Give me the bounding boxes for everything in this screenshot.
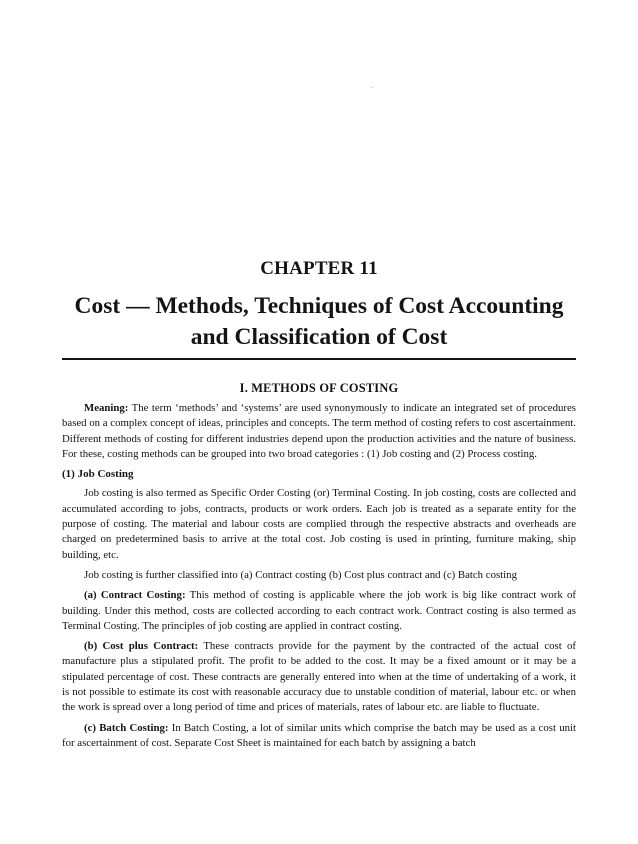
paragraph-contract-costing: [62, 588, 576, 634]
batch-costing-text: In Batch Costing, a lot of similar units which comprise the batch may be used as a cost unit for ascertainment of cost. Separate Cost Sheet is maintained for each batch by assigning a batch: [62, 721, 576, 749]
chapter-title: [0, 291, 638, 353]
contract-costing-lead: (a) Contract Costing:: [84, 589, 186, 602]
job-costing-heading: (1) Job Costing: [62, 468, 134, 481]
contract-costing-text: This method of costing is applicable where the job work is big like contract work of building. Under this method, costs are collected according to each contract work. Contract costing is also termed as Terminal Costing. The principles of job costing are applied in contract costing.: [62, 589, 577, 632]
chapter-title-line-1: Cost — Methods, Techniques of Cost Accounting: [74, 293, 564, 319]
chapter-label: CHAPTER 11: [260, 258, 378, 279]
cost-plus-contract-lead: (b) Cost plus Contract:: [84, 640, 199, 653]
paragraph-meaning: [62, 401, 576, 462]
scan-speck: [372, 87, 373, 88]
cost-plus-contract-text: These contracts provide for the payment by the contracted of the actual cost of manufacture plus a stipulated profit. The profit to be added to the cost. It may be a fixed amount or it may be a stipulated percentage of cost. These contracts are generally entered into when at the time of undertaking of a work, it is not possible to estimate its cost with reasonable accuracy due to unstable condition of material, labour etc. or when the work is spread over a long period of time and prices of materials, rates of labour etc. are liable to fluctuate.: [62, 640, 577, 714]
meaning-text: The term ‘methods’ and ‘systems’ are used synonymously to indicate an integrated set of procedures based on a complex concept of ideas, principles and concepts. The term method of costing refers to cost ascertainment. Different methods of costing for different industries depend upon the production activities and the nature of business. For these, costing methods can be grouped into two broad categories : (1) Job costing and (2) Process costing.: [62, 402, 576, 460]
chapter-title-line-2: and Classification of Cost: [190, 324, 448, 350]
paragraph-job-classification: Job costing is further classified into (a) Contract costing (b) Cost plus contract and (c) Batch costing: [84, 568, 517, 581]
paragraph-job-costing: Job costing is also termed as Specific Order Costing (or) Terminal Costing. In job costing, costs are collected and accumulated according to jobs, contracts, products or work orders. Each job is treated as a separate entity for the purpose of costing. The material and labour costs are complied through the respective abstracts and overheads are charged on predetermined basis to arrive at the total cost. Job costing is used in printing, furniture making, ship building, etc.: [62, 487, 576, 561]
paragraph-batch-costing: [62, 721, 576, 752]
meaning-lead: Meaning:: [84, 402, 129, 414]
body-text: [62, 401, 576, 756]
batch-costing-lead: (c) Batch Costing:: [84, 721, 169, 734]
section-heading: I. METHODS OF COSTING: [239, 381, 399, 395]
paragraph-cost-plus-contract: [62, 639, 576, 715]
title-divider: [62, 358, 576, 360]
